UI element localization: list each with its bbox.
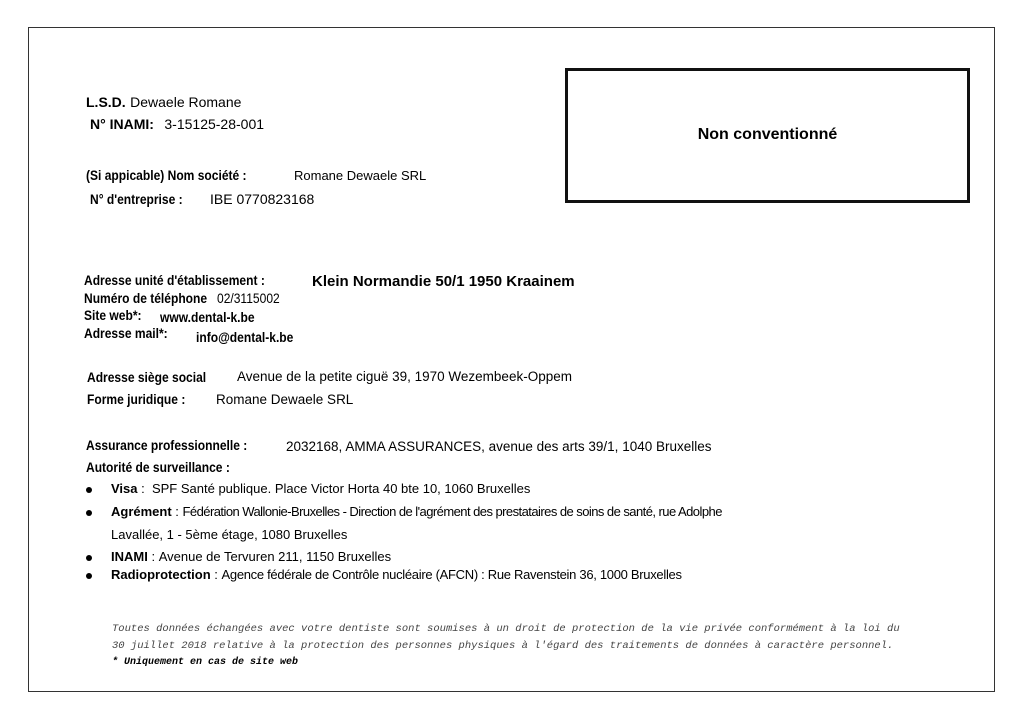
- registered-office-value: Avenue de la petite ciguë 39, 1970 Wezembeek-Oppem: [237, 369, 572, 384]
- agrement-value: Fédération Wallonie-Bruxelles - Direction de l'agrément des prestataires de soins de santé, rue Adolphe: [182, 504, 722, 519]
- supervision-heading: [86, 459, 253, 477]
- lsd-line: [86, 94, 241, 112]
- email-label: Adresse mail*:: [84, 325, 168, 341]
- inami-value: 3-15125-28-001: [164, 116, 265, 132]
- website-label: Site web*:: [84, 307, 142, 323]
- phone-value: 02/3115002: [217, 290, 280, 306]
- inami-authority-value: Avenue de Tervuren 211, 1150 Bruxelles: [158, 549, 392, 564]
- insurance-line: [86, 437, 712, 455]
- website-link[interactable]: www.dental-k.be: [160, 309, 255, 325]
- company-value: Romane Dewaele SRL: [294, 168, 427, 183]
- agrement-sep: :: [171, 504, 183, 519]
- establishment-address-value: Klein Normandie 50/1 1950 Kraainem: [312, 273, 575, 290]
- inami-authority-sep: :: [147, 549, 159, 564]
- bullet-icon: [86, 487, 92, 493]
- bullet-icon: [86, 555, 92, 561]
- legal-form-value: Romane Dewaele SRL: [216, 392, 354, 407]
- inami-authority-label: INAMI: [111, 549, 148, 564]
- legal-form-label: Forme juridique :: [87, 391, 186, 407]
- radioprotection-label: Radioprotection: [111, 567, 211, 582]
- establishment-address-line: [84, 272, 575, 290]
- email-line: [84, 325, 294, 345]
- privacy-notice-line1: Toutes données échangées avec votre dentiste sont soumises à un droit de protection de la vie privée conformément à la loi du: [112, 623, 900, 635]
- visa-value: SPF Santé publique. Place Victor Horta 40 bte 10, 1060 Bruxelles: [151, 481, 531, 496]
- website-footnote: * Uniquement en cas de site web: [112, 657, 299, 668]
- lsd-name: Dewaele Romane: [130, 94, 242, 110]
- company-label: (Si appicable) Nom société :: [86, 167, 247, 183]
- visa-label: Visa: [111, 481, 138, 496]
- registered-office-label: Adresse siège social: [87, 369, 207, 385]
- registered-office-line: [87, 369, 572, 387]
- agrement-value-cont: Lavallée, 1 - 5ème étage, 1080 Bruxelles: [111, 527, 348, 542]
- enterprise-label: N° d'entreprise :: [90, 191, 183, 207]
- enterprise-value: IBE 0770823168: [210, 191, 315, 207]
- convention-status-box: [565, 68, 970, 203]
- lsd-label: L.S.D.: [86, 94, 126, 110]
- radioprotection-sep: :: [210, 567, 222, 582]
- privacy-notice-line2: 30 juillet 2018 relative à la protection des personnes physiques à l'égard des traitements de données à caractère personnel.: [112, 640, 894, 652]
- website-line: [84, 307, 255, 325]
- legal-form-line: [87, 391, 354, 409]
- email-link[interactable]: info@dental-k.be: [196, 329, 294, 345]
- company-line: [86, 167, 427, 185]
- establishment-address-label: Adresse unité d'établissement :: [84, 272, 265, 288]
- visa-sep: :: [137, 481, 152, 496]
- inami-label: N° INAMI:: [90, 116, 154, 132]
- convention-status-label: Non conventionné: [697, 126, 838, 143]
- supervision-heading-text: Autorité de surveillance :: [86, 459, 230, 475]
- phone-line: [84, 290, 280, 308]
- bullet-icon: [86, 573, 92, 579]
- enterprise-line: [90, 191, 315, 209]
- radioprotection-value: Agence fédérale de Contrôle nucléaire (AFCN) : Rue Ravenstein 36, 1000 Bruxelles: [221, 567, 682, 582]
- inami-line: [90, 116, 264, 134]
- phone-label: Numéro de téléphone: [84, 290, 208, 306]
- insurance-value: 2032168, AMMA ASSURANCES, avenue des arts 39/1, 1040 Bruxelles: [286, 439, 712, 454]
- agrement-label: Agrément: [111, 504, 172, 519]
- insurance-label: Assurance professionnelle :: [86, 437, 248, 453]
- bullet-icon: [86, 510, 92, 516]
